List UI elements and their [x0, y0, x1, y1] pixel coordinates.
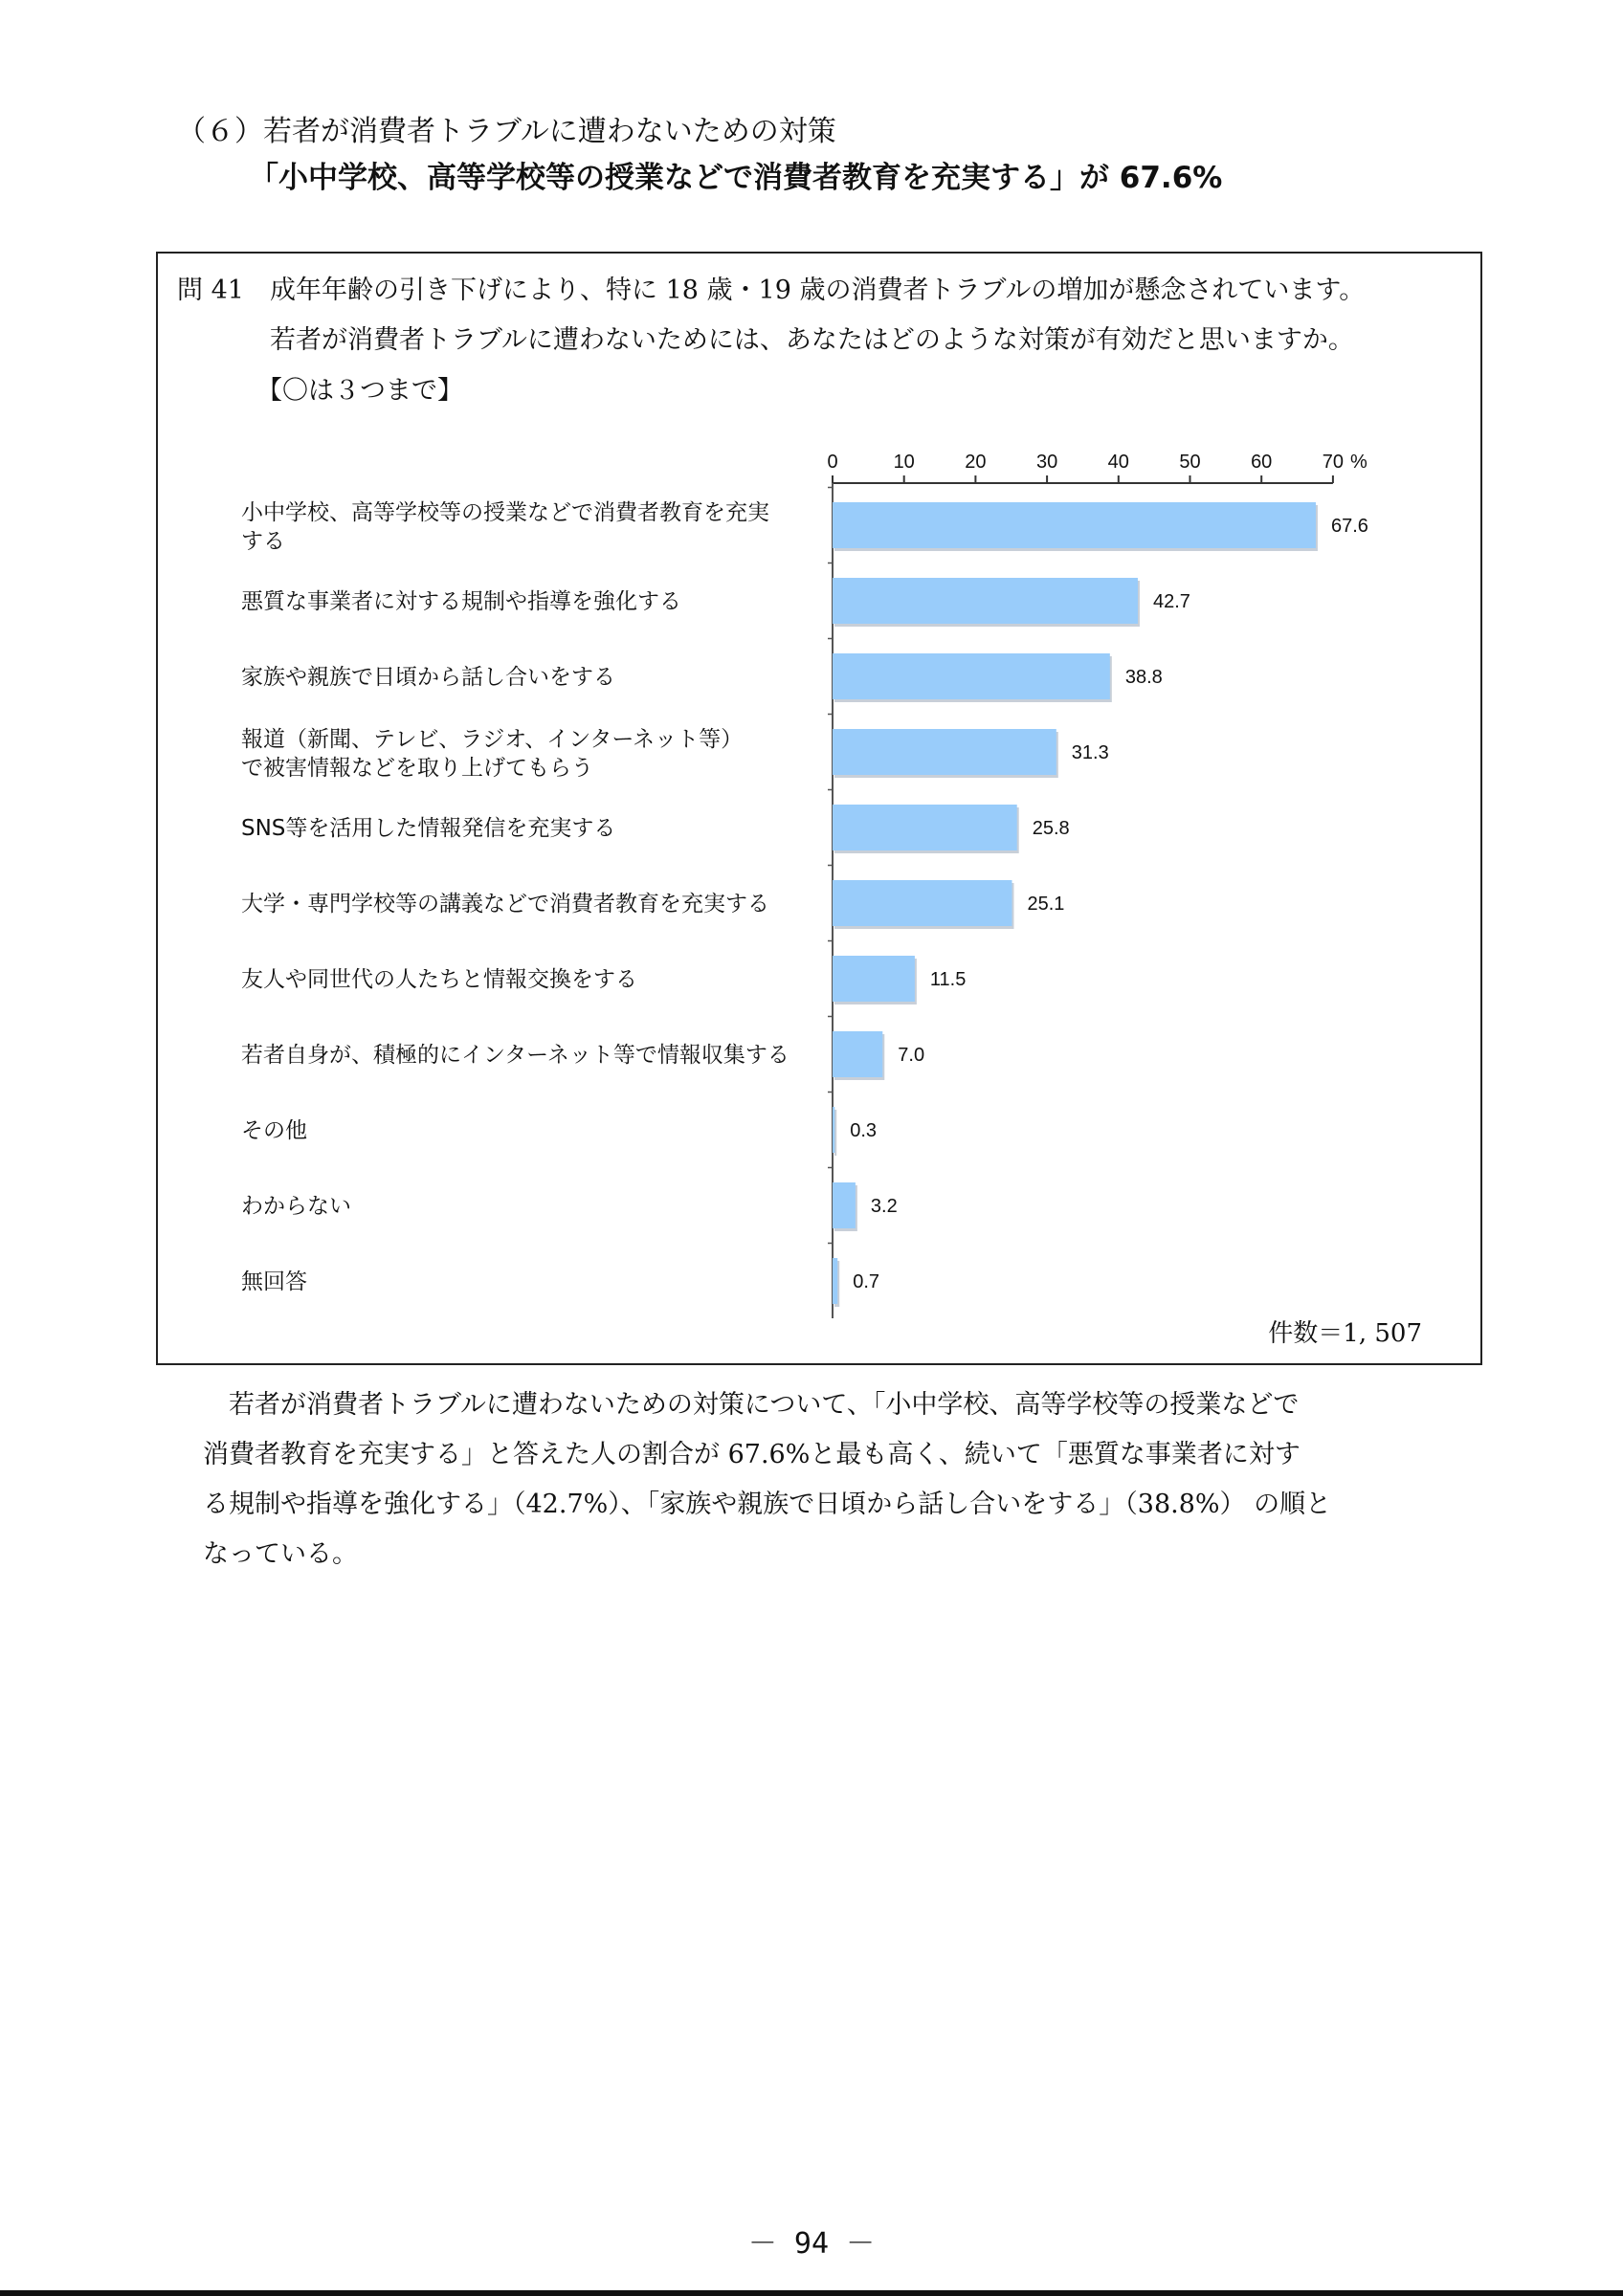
x-tick-label: 70 — [1322, 452, 1345, 473]
category-label: 家族や親族で日頃から話し合いをする — [241, 665, 615, 690]
body-text — [203, 1380, 1447, 1579]
category-label: 大学・専門学校等の講義などで消費者教育を充実する — [241, 892, 769, 916]
category-label: する — [241, 529, 285, 554]
category-label: わからない — [241, 1194, 351, 1219]
bar-value-label: 67.6 — [1330, 516, 1368, 537]
body-line-3: る規制や指導を強化する」（42.7%）、「家族や親族で日頃から話し合いをする」（38.8%） の順と — [203, 1490, 1332, 1519]
x-tick-label: 0 — [827, 452, 838, 473]
bar-value-label: 0.3 — [850, 1120, 878, 1141]
bar-value-label: 0.7 — [853, 1271, 880, 1292]
sample-size: 件数＝1, 507 — [1268, 1319, 1422, 1348]
category-label: 無回答 — [241, 1269, 307, 1294]
x-tick-label: 50 — [1179, 452, 1201, 473]
question-note: 【〇は３つまで】 — [256, 376, 463, 406]
x-tick-label: 10 — [893, 452, 915, 473]
body-line-1: 若者が消費者トラブルに遭わないための対策について、「小中学校、高等学校等の授業などで — [203, 1390, 1300, 1420]
body-line-2: 消費者教育を充実する」と答えた人の割合が 67.6%と最も高く、続いて「悪質な事業者に対す — [203, 1440, 1301, 1469]
body-line-4: なっている。 — [203, 1539, 358, 1569]
category-label: 若者自身が、積極的にインターネット等で情報収集する — [241, 1043, 789, 1068]
bar-value-label: 7.0 — [898, 1045, 925, 1066]
x-tick-label: 40 — [1107, 452, 1129, 473]
headline: 「小中学校、高等学校等の授業などで消費者教育を充実する」が 67.6% — [249, 161, 1223, 195]
section-heading: （６）若者が消費者トラブルに遭わないための対策 — [177, 115, 836, 148]
category-label: 悪質な事業者に対する規制や指導を強化する — [241, 589, 681, 614]
question-text-line-2: 若者が消費者トラブルに遭わないためには、あなたはどのような対策が有効だと思いますか。 — [270, 325, 1354, 355]
bottom-rule — [0, 2290, 1623, 2296]
bar-value-label: 31.3 — [1071, 742, 1109, 763]
question-box — [156, 252, 1482, 1365]
bar-value-label: 25.8 — [1032, 818, 1070, 839]
bar-value-label: 38.8 — [1124, 667, 1163, 688]
question-number: 問 41 — [177, 276, 244, 305]
x-tick-label: 20 — [965, 452, 987, 473]
bar-value-label: 11.5 — [929, 969, 967, 990]
category-label: 友人や同世代の人たちと情報交換をする — [241, 967, 637, 992]
question-text-line-1: 成年年齢の引き下げにより、特に 18 歳・19 歳の消費者トラブルの増加が懸念されています。 — [270, 276, 1366, 305]
page-number: － 94 － — [747, 2227, 876, 2261]
x-axis-unit: % — [1350, 452, 1367, 473]
bar-value-label: 25.1 — [1027, 894, 1065, 915]
bar-value-label: 3.2 — [870, 1196, 898, 1217]
category-label: その他 — [241, 1118, 307, 1143]
category-label: 報道（新聞、テレビ、ラジオ、インターネット等） — [241, 727, 744, 752]
category-label: SNS等を活用した情報発信を充実する — [241, 816, 616, 841]
x-tick-label: 30 — [1035, 452, 1058, 473]
category-label: 小中学校、高等学校等の授業などで消費者教育を充実 — [241, 500, 769, 525]
bar-value-label: 42.7 — [1152, 591, 1190, 612]
category-label: で被害情報などを取り上げてもらう — [241, 756, 593, 781]
x-tick-label: 60 — [1251, 452, 1273, 473]
